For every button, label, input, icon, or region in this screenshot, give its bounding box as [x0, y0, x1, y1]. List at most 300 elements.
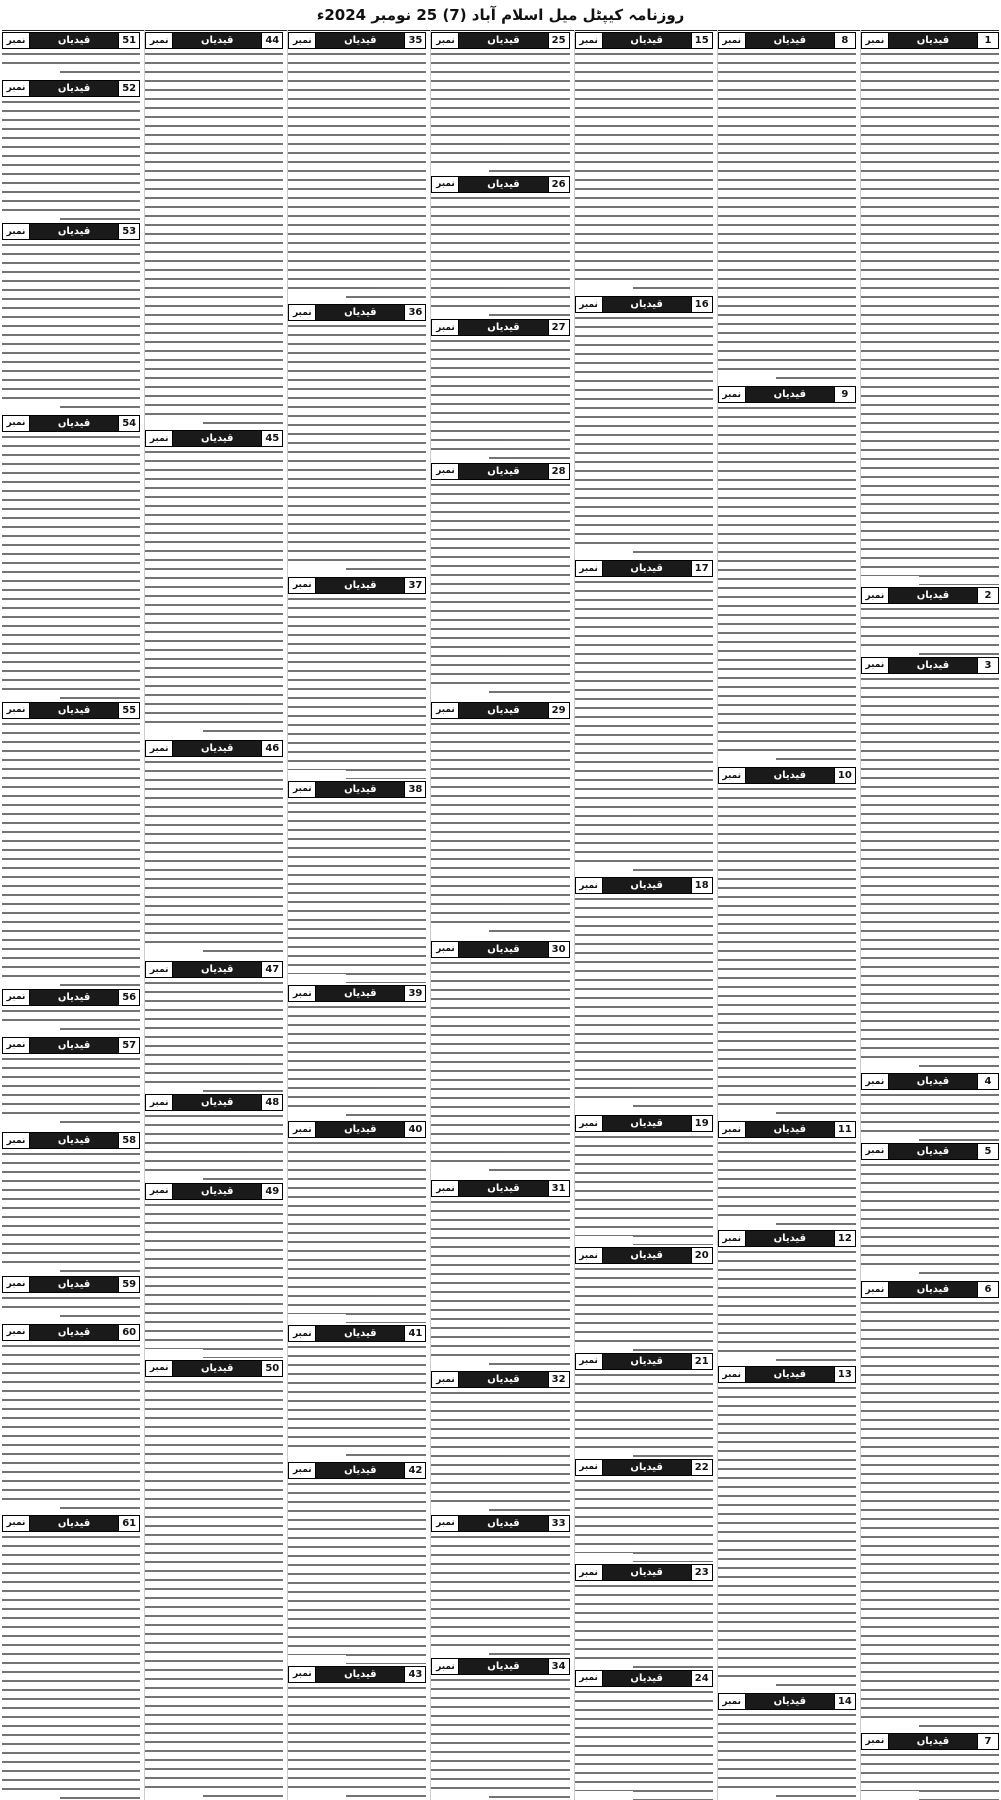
item-header-label: قیدیاں [889, 588, 977, 603]
item-header-label: قیدیاں [603, 1671, 691, 1686]
item-header-tag: نمبر [576, 1116, 603, 1131]
news-item-text [718, 1248, 856, 1364]
item-header-tag: نمبر [432, 33, 459, 48]
news-item-text [431, 1198, 569, 1369]
item-number: 41 [404, 1326, 425, 1341]
news-item-header [2, 1515, 140, 1532]
news-item-text [145, 758, 283, 959]
news-item-text [288, 322, 426, 574]
news-item-2 [861, 585, 999, 654]
news-item-header [288, 1666, 426, 1683]
item-number: 31 [548, 1181, 569, 1196]
news-item-header [431, 702, 569, 719]
news-column-7 [2, 30, 140, 1800]
news-item-text [145, 448, 283, 738]
item-header-label: قیدیاں [316, 1326, 404, 1341]
news-item-text [575, 1133, 713, 1245]
item-number: 23 [691, 1565, 712, 1580]
item-number: 45 [261, 431, 282, 446]
news-item-60 [2, 1322, 140, 1513]
news-item-37 [288, 575, 426, 779]
news-item-header [861, 1733, 999, 1750]
news-item-header [145, 961, 283, 978]
news-item-text [2, 1007, 140, 1035]
news-item-26 [431, 174, 569, 318]
item-header-label: قیدیاں [30, 1038, 118, 1053]
news-item-header [861, 1073, 999, 1090]
news-item-header [288, 781, 426, 798]
item-header-tag: نمبر [3, 33, 30, 48]
item-number: 4 [977, 1074, 998, 1089]
news-item-text [145, 50, 283, 428]
news-item-header [575, 1564, 713, 1581]
news-item-43 [288, 1664, 426, 1800]
item-header-label: قیدیاں [746, 387, 834, 402]
item-number: 16 [691, 297, 712, 312]
news-item-header [861, 657, 999, 674]
item-number: 1 [977, 33, 998, 48]
item-header-tag: نمبر [146, 33, 173, 48]
item-number: 5 [977, 1144, 998, 1159]
news-item-header [431, 319, 569, 336]
item-header-label: قیدیاں [746, 1231, 834, 1246]
news-item-header [431, 1371, 569, 1388]
item-header-label: قیدیاں [173, 1095, 261, 1110]
item-header-tag: نمبر [719, 1122, 746, 1137]
item-number: 40 [404, 1122, 425, 1137]
item-number: 14 [834, 1694, 855, 1709]
news-item-text [861, 675, 999, 1071]
item-header-tag: نمبر [719, 387, 746, 402]
news-item-12 [718, 1228, 856, 1364]
item-number: 8 [834, 33, 855, 48]
news-item-text [861, 1299, 999, 1730]
news-item-header [288, 32, 426, 49]
item-number: 60 [118, 1325, 139, 1340]
news-item-text [288, 799, 426, 983]
news-item-text [861, 1091, 999, 1140]
news-item-11 [718, 1119, 856, 1228]
item-header-label: قیدیاں [316, 782, 404, 797]
news-item-header [145, 430, 283, 447]
news-item-header [2, 1276, 140, 1293]
item-header-label: قیدیاں [889, 1282, 977, 1297]
news-column-3 [574, 30, 713, 1800]
item-header-label: قیدیاں [30, 33, 118, 48]
item-header-tag: نمبر [3, 1325, 30, 1340]
news-item-text [2, 720, 140, 987]
item-header-tag: نمبر [3, 990, 30, 1005]
item-header-label: قیدیاں [30, 1516, 118, 1531]
item-header-label: قیدیاں [30, 416, 118, 431]
item-number: 26 [548, 177, 569, 192]
item-number: 9 [834, 387, 855, 402]
item-header-tag: نمبر [146, 962, 173, 977]
item-header-label: قیدیاں [603, 1460, 691, 1475]
news-item-text [718, 1711, 856, 1800]
news-item-text [431, 1389, 569, 1513]
item-header-label: قیدیاں [459, 1181, 547, 1196]
item-number: 34 [548, 1659, 569, 1674]
news-item-text [288, 1003, 426, 1119]
item-header-label: قیدیاں [889, 1074, 977, 1089]
news-item-23 [575, 1562, 713, 1668]
news-item-3 [861, 655, 999, 1071]
item-number: 50 [261, 1361, 282, 1376]
news-item-text [575, 1477, 713, 1563]
item-number: 7 [977, 1734, 998, 1749]
news-item-text [575, 895, 713, 1113]
item-header-label: قیدیاں [316, 33, 404, 48]
item-header-tag: نمبر [289, 578, 316, 593]
item-number: 53 [118, 224, 139, 239]
item-header-tag: نمبر [432, 942, 459, 957]
item-number: 27 [548, 320, 569, 335]
item-header-tag: نمبر [576, 1565, 603, 1580]
news-item-8 [718, 30, 856, 384]
item-header-tag: نمبر [432, 320, 459, 335]
item-number: 54 [118, 416, 139, 431]
news-item-54 [2, 413, 140, 700]
item-number: 11 [834, 1122, 855, 1137]
news-item-text [2, 1294, 140, 1322]
item-number: 20 [691, 1248, 712, 1263]
news-item-41 [288, 1323, 426, 1459]
item-header-label: قیدیاں [603, 1354, 691, 1369]
item-number: 2 [977, 588, 998, 603]
news-item-header [575, 1247, 713, 1264]
news-column-6 [144, 30, 283, 1800]
item-header-label: قیدیاں [459, 1372, 547, 1387]
item-header-tag: نمبر [3, 1277, 30, 1292]
news-item-header [2, 32, 140, 49]
news-item-text [2, 433, 140, 700]
news-item-header [2, 702, 140, 719]
news-item-text [575, 1582, 713, 1668]
item-header-tag: نمبر [289, 1667, 316, 1682]
news-item-52 [2, 78, 140, 222]
news-item-text [431, 481, 569, 700]
news-item-text [861, 1161, 999, 1280]
news-item-31 [431, 1178, 569, 1369]
item-header-tag: نمبر [146, 431, 173, 446]
item-header-label: قیدیاں [889, 658, 977, 673]
news-item-27 [431, 317, 569, 461]
item-header-label: قیدیاں [603, 1565, 691, 1580]
news-item-28 [431, 461, 569, 700]
news-item-text [575, 1265, 713, 1351]
news-item-header [718, 767, 856, 784]
item-header-tag: نمبر [719, 768, 746, 783]
news-item-header [288, 304, 426, 321]
news-item-61 [2, 1513, 140, 1800]
news-item-14 [718, 1691, 856, 1800]
news-item-text [2, 98, 140, 222]
news-item-34 [431, 1656, 569, 1800]
news-item-13 [718, 1364, 856, 1691]
news-item-10 [718, 765, 856, 1119]
news-item-header [718, 1230, 856, 1247]
item-number: 10 [834, 768, 855, 783]
news-item-56 [2, 987, 140, 1035]
item-number: 19 [691, 1116, 712, 1131]
news-item-59 [2, 1274, 140, 1322]
news-item-30 [431, 939, 569, 1178]
news-item-text [718, 50, 856, 384]
news-item-35 [288, 30, 426, 302]
item-header-label: قیدیاں [746, 1367, 834, 1382]
news-item-text [2, 1150, 140, 1274]
news-item-20 [575, 1245, 713, 1351]
news-item-16 [575, 294, 713, 558]
item-header-tag: نمبر [146, 1184, 173, 1199]
news-item-header [145, 1360, 283, 1377]
item-header-tag: نمبر [432, 177, 459, 192]
news-item-header [575, 877, 713, 894]
news-item-50 [145, 1358, 283, 1800]
item-header-tag: نمبر [432, 464, 459, 479]
news-item-header [861, 1281, 999, 1298]
item-header-tag: نمبر [576, 1671, 603, 1686]
news-item-text [431, 194, 569, 318]
item-number: 49 [261, 1184, 282, 1199]
news-item-text [288, 1139, 426, 1323]
item-number: 48 [261, 1095, 282, 1110]
news-item-38 [288, 779, 426, 983]
item-header-tag: نمبر [3, 416, 30, 431]
news-item-text [575, 1371, 713, 1457]
news-item-text [288, 595, 426, 779]
item-header-tag: نمبر [432, 1181, 459, 1196]
news-item-21 [575, 1351, 713, 1457]
news-item-header [431, 1658, 569, 1675]
news-item-text [145, 1378, 283, 1800]
item-header-label: قیدیاں [30, 1325, 118, 1340]
news-item-text [575, 1688, 713, 1800]
news-item-1 [861, 30, 999, 585]
item-number: 35 [404, 33, 425, 48]
news-item-48 [145, 1092, 283, 1181]
item-number: 15 [691, 33, 712, 48]
item-header-label: قیدیاں [316, 578, 404, 593]
news-item-header [575, 1670, 713, 1687]
news-item-33 [431, 1513, 569, 1657]
item-header-tag: نمبر [719, 1367, 746, 1382]
item-number: 47 [261, 962, 282, 977]
item-number: 39 [404, 986, 425, 1001]
item-header-tag: نمبر [862, 33, 889, 48]
news-item-header [431, 1515, 569, 1532]
item-number: 30 [548, 942, 569, 957]
item-header-tag: نمبر [576, 1460, 603, 1475]
news-item-header [575, 1115, 713, 1132]
item-header-tag: نمبر [719, 33, 746, 48]
item-header-tag: نمبر [289, 1122, 316, 1137]
news-item-text [2, 1342, 140, 1513]
news-item-header [431, 176, 569, 193]
news-columns [2, 30, 999, 1800]
item-number: 6 [977, 1282, 998, 1297]
news-item-header [718, 1693, 856, 1710]
item-number: 25 [548, 33, 569, 48]
news-item-header [288, 1325, 426, 1342]
news-item-49 [145, 1181, 283, 1358]
news-item-40 [288, 1119, 426, 1323]
news-item-6 [861, 1279, 999, 1730]
news-item-text [431, 50, 569, 174]
item-number: 3 [977, 658, 998, 673]
news-item-46 [145, 738, 283, 959]
item-number: 44 [261, 33, 282, 48]
item-header-tag: نمبر [146, 1095, 173, 1110]
news-item-text [2, 241, 140, 412]
item-header-label: قیدیاں [746, 1694, 834, 1709]
item-header-tag: نمبر [576, 297, 603, 312]
news-item-header [718, 32, 856, 49]
item-header-tag: نمبر [3, 1516, 30, 1531]
item-header-label: قیدیاں [459, 942, 547, 957]
news-item-header [2, 1132, 140, 1149]
item-header-label: قیدیاں [30, 224, 118, 239]
news-item-text [718, 404, 856, 765]
item-number: 58 [118, 1133, 139, 1148]
news-item-text [2, 1055, 140, 1131]
news-item-53 [2, 221, 140, 412]
news-item-text [145, 979, 283, 1092]
news-item-47 [145, 959, 283, 1092]
news-item-header [288, 1121, 426, 1138]
item-header-label: قیدیاں [30, 81, 118, 96]
item-header-label: قیدیاں [459, 464, 547, 479]
news-item-42 [288, 1460, 426, 1664]
news-item-7 [861, 1731, 999, 1800]
news-item-57 [2, 1035, 140, 1131]
news-item-24 [575, 1668, 713, 1800]
item-number: 17 [691, 561, 712, 576]
item-header-label: قیدیاں [459, 1659, 547, 1674]
item-number: 37 [404, 578, 425, 593]
news-item-text [288, 50, 426, 302]
news-item-18 [575, 875, 713, 1113]
item-header-label: قیدیاں [889, 33, 977, 48]
news-item-header [2, 80, 140, 97]
item-header-tag: نمبر [576, 561, 603, 576]
item-header-tag: نمبر [862, 1144, 889, 1159]
news-item-header [431, 1180, 569, 1197]
item-header-label: قیدیاں [30, 990, 118, 1005]
news-item-25 [431, 30, 569, 174]
news-item-55 [2, 700, 140, 987]
news-item-header [718, 1121, 856, 1138]
news-column-5 [287, 30, 426, 1800]
news-item-header [431, 463, 569, 480]
item-number: 24 [691, 1671, 712, 1686]
item-number: 61 [118, 1516, 139, 1531]
item-header-tag: نمبر [576, 1248, 603, 1263]
news-item-36 [288, 302, 426, 574]
item-number: 28 [548, 464, 569, 479]
item-number: 42 [404, 1463, 425, 1478]
news-item-header [2, 1324, 140, 1341]
news-item-header [718, 386, 856, 403]
item-header-tag: نمبر [719, 1694, 746, 1709]
news-item-text [718, 1384, 856, 1691]
news-item-17 [575, 558, 713, 875]
news-item-header [575, 296, 713, 313]
news-item-text [431, 720, 569, 939]
item-header-tag: نمبر [862, 588, 889, 603]
item-number: 59 [118, 1277, 139, 1292]
news-item-58 [2, 1130, 140, 1274]
item-header-label: قیدیاں [746, 768, 834, 783]
news-item-header [288, 985, 426, 1002]
item-header-tag: نمبر [862, 1074, 889, 1089]
news-item-text [288, 1684, 426, 1800]
news-column-2 [717, 30, 856, 1800]
item-header-label: قیدیاں [30, 703, 118, 718]
news-item-text [718, 1139, 856, 1228]
item-header-tag: نمبر [3, 81, 30, 96]
item-header-label: قیدیاں [459, 177, 547, 192]
news-item-header [288, 1462, 426, 1479]
news-item-header [575, 560, 713, 577]
news-item-text [2, 1533, 140, 1800]
item-header-tag: نمبر [289, 1326, 316, 1341]
news-item-text [575, 50, 713, 294]
item-header-label: قیدیاں [316, 1667, 404, 1682]
news-item-51 [2, 30, 140, 78]
item-header-tag: نمبر [289, 986, 316, 1001]
item-header-tag: نمبر [862, 658, 889, 673]
item-header-label: قیدیاں [173, 1361, 261, 1376]
news-item-text [2, 50, 140, 78]
item-header-tag: نمبر [576, 33, 603, 48]
news-column-4 [430, 30, 569, 1800]
item-header-tag: نمبر [719, 1231, 746, 1246]
news-item-32 [431, 1369, 569, 1513]
item-header-label: قیدیاں [603, 561, 691, 576]
item-header-label: قیدیاں [746, 33, 834, 48]
item-number: 46 [261, 741, 282, 756]
news-item-text [288, 1480, 426, 1664]
item-header-label: قیدیاں [603, 1248, 691, 1263]
news-item-header [145, 1183, 283, 1200]
news-item-header [861, 1143, 999, 1160]
news-item-text [431, 1676, 569, 1800]
news-item-4 [861, 1071, 999, 1140]
item-header-label: قیدیاں [459, 320, 547, 335]
item-header-label: قیدیاں [173, 431, 261, 446]
item-header-tag: نمبر [289, 782, 316, 797]
item-header-label: قیدیاں [316, 305, 404, 320]
news-item-header [431, 32, 569, 49]
item-number: 12 [834, 1231, 855, 1246]
item-header-tag: نمبر [3, 1038, 30, 1053]
news-item-19 [575, 1113, 713, 1245]
news-item-text [575, 578, 713, 875]
item-header-label: قیدیاں [30, 1277, 118, 1292]
item-number: 43 [404, 1667, 425, 1682]
item-header-tag: نمبر [146, 1361, 173, 1376]
item-header-label: قیدیاں [316, 1122, 404, 1137]
news-item-header [2, 989, 140, 1006]
item-number: 57 [118, 1038, 139, 1053]
news-item-text [431, 337, 569, 461]
page-masthead: روزنامہ کیپٹل میل اسلام آباد (7) 25 نومبر 2024ء [2, 0, 999, 31]
item-header-label: قیدیاں [746, 1122, 834, 1137]
item-header-tag: نمبر [3, 1133, 30, 1148]
news-item-9 [718, 384, 856, 765]
